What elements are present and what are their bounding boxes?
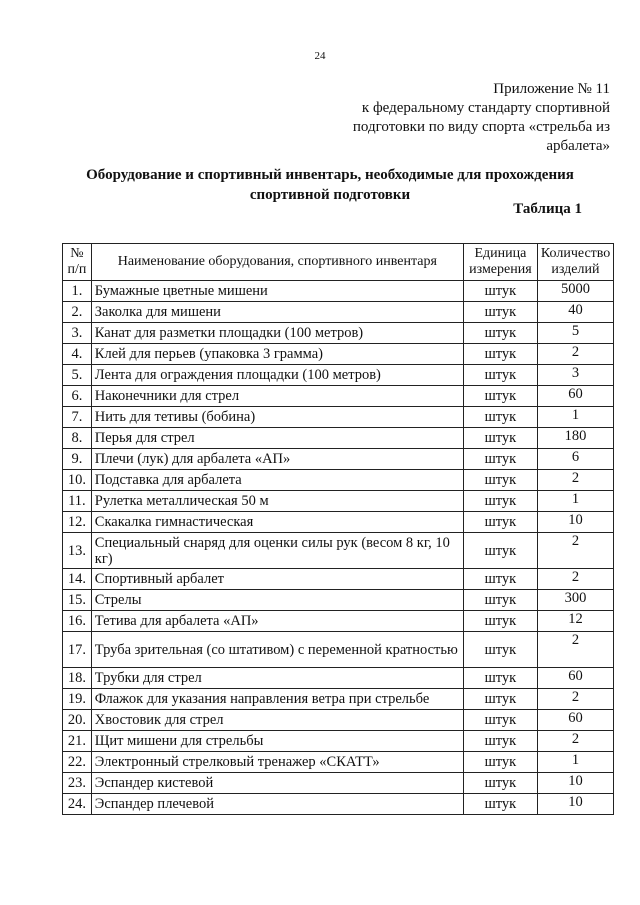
table-row	[63, 668, 614, 689]
appendix-reference	[280, 80, 610, 156]
row-unit: штук	[463, 449, 537, 470]
row-unit: штук	[463, 689, 537, 710]
row-quantity: 6	[537, 449, 613, 470]
row-number: 18.	[63, 668, 92, 689]
header-quantity-line2: изделий	[551, 262, 600, 277]
row-number: 3.	[63, 323, 92, 344]
row-unit: штук	[463, 491, 537, 512]
row-quantity: 10	[537, 773, 613, 794]
row-unit: штук	[463, 344, 537, 365]
row-quantity: 5	[537, 323, 613, 344]
row-number: 2.	[63, 302, 92, 323]
header-quantity	[537, 244, 613, 281]
table-row	[63, 470, 614, 491]
row-unit: штук	[463, 512, 537, 533]
row-name: Электронный стрелковый тренажер «СКАТТ»	[91, 752, 463, 773]
row-name: Специальный снаряд для оценки силы рук (весом 8 кг, 10 кг)	[91, 533, 463, 569]
row-unit: штук	[463, 365, 537, 386]
table-row	[63, 752, 614, 773]
equipment-table	[62, 243, 614, 815]
row-unit: штук	[463, 590, 537, 611]
row-quantity: 5000	[537, 281, 613, 302]
row-name: Наконечники для стрел	[91, 386, 463, 407]
row-number: 11.	[63, 491, 92, 512]
table-row	[63, 323, 614, 344]
row-number: 12.	[63, 512, 92, 533]
table-row	[63, 512, 614, 533]
row-quantity: 2	[537, 689, 613, 710]
row-name: Эспандер кистевой	[91, 773, 463, 794]
header-name	[91, 244, 463, 281]
table-row	[63, 428, 614, 449]
row-quantity: 2	[537, 731, 613, 752]
row-unit: штук	[463, 281, 537, 302]
header-quantity-line1: Количество	[540, 246, 611, 261]
row-name: Трубки для стрел	[91, 668, 463, 689]
header-unit-line1: Единица	[474, 246, 527, 261]
table-body	[63, 281, 614, 815]
row-unit: штук	[463, 428, 537, 449]
row-quantity: 1	[537, 491, 613, 512]
row-quantity: 2	[537, 632, 613, 668]
row-name: Заколка для мишени	[91, 302, 463, 323]
row-name: Рулетка металлическая 50 м	[91, 491, 463, 512]
table-row	[63, 731, 614, 752]
row-unit: штук	[463, 773, 537, 794]
row-unit: штук	[463, 470, 537, 491]
row-number: 15.	[63, 590, 92, 611]
table-row	[63, 632, 614, 668]
row-number: 17.	[63, 632, 92, 668]
row-unit: штук	[463, 794, 537, 815]
table-row	[63, 491, 614, 512]
row-name: Плечи (лук) для арбалета «АП»	[91, 449, 463, 470]
row-unit: штук	[463, 668, 537, 689]
row-number: 20.	[63, 710, 92, 731]
row-name: Канат для разметки площадки (100 метров)	[91, 323, 463, 344]
row-number: 8.	[63, 428, 92, 449]
row-name: Хвостовик для стрел	[91, 710, 463, 731]
row-name: Щит мишени для стрельбы	[91, 731, 463, 752]
table-row	[63, 569, 614, 590]
row-quantity: 60	[537, 668, 613, 689]
row-unit: штук	[463, 569, 537, 590]
header-unit	[463, 244, 537, 281]
row-name: Стрелы	[91, 590, 463, 611]
table-row	[63, 344, 614, 365]
row-quantity: 12	[537, 611, 613, 632]
row-name: Спортивный арбалет	[91, 569, 463, 590]
row-quantity: 40	[537, 302, 613, 323]
row-unit: штук	[463, 323, 537, 344]
row-number: 7.	[63, 407, 92, 428]
row-number: 1.	[63, 281, 92, 302]
table-row	[63, 773, 614, 794]
table-row	[63, 689, 614, 710]
row-number: 24.	[63, 794, 92, 815]
table-row	[63, 590, 614, 611]
table-header-row	[63, 244, 614, 281]
row-name: Тетива для арбалета «АП»	[91, 611, 463, 632]
row-number: 10.	[63, 470, 92, 491]
row-quantity: 180	[537, 428, 613, 449]
header-unit-line2: измерения	[469, 262, 532, 277]
row-number: 9.	[63, 449, 92, 470]
row-name: Клей для перьев (упаковка 3 грамма)	[91, 344, 463, 365]
table-row	[63, 533, 614, 569]
row-name: Флажок для указания направления ветра при стрельбе	[91, 689, 463, 710]
table-row	[63, 386, 614, 407]
header-number	[63, 244, 92, 281]
row-unit: штук	[463, 302, 537, 323]
row-name: Труба зрительная (со штативом) с переменной кратностью	[91, 632, 463, 668]
row-quantity: 2	[537, 470, 613, 491]
header-number-line1: №	[70, 246, 84, 261]
row-number: 19.	[63, 689, 92, 710]
page-number: 24	[314, 50, 326, 62]
appendix-line: подготовки по виду спорта «стрельба из	[352, 119, 610, 135]
header-name-text: Наименование оборудования, спортивного инвентаря	[117, 254, 437, 269]
row-name: Скакалка гимнастическая	[91, 512, 463, 533]
row-quantity: 60	[537, 386, 613, 407]
appendix-line: Приложение № 11	[493, 81, 610, 97]
row-unit: штук	[463, 611, 537, 632]
table-row	[63, 365, 614, 386]
row-number: 5.	[63, 365, 92, 386]
row-quantity: 10	[537, 512, 613, 533]
row-quantity: 300	[537, 590, 613, 611]
row-unit: штук	[463, 533, 537, 569]
row-quantity: 10	[537, 794, 613, 815]
row-number: 14.	[63, 569, 92, 590]
row-quantity: 2	[537, 569, 613, 590]
table-row	[63, 710, 614, 731]
document-title-line: спортивной подготовки	[249, 187, 411, 203]
row-unit: штук	[463, 632, 537, 668]
row-name: Бумажные цветные мишени	[91, 281, 463, 302]
table-label: Таблица 1	[513, 201, 582, 217]
row-number: 4.	[63, 344, 92, 365]
table-row	[63, 611, 614, 632]
document-title-line: Оборудование и спортивный инвентарь, необходимые для прохождения	[86, 167, 574, 183]
row-number: 23.	[63, 773, 92, 794]
row-unit: штук	[463, 407, 537, 428]
row-number: 6.	[63, 386, 92, 407]
table-row	[63, 407, 614, 428]
table-row	[63, 794, 614, 815]
row-name: Перья для стрел	[91, 428, 463, 449]
table-row	[63, 449, 614, 470]
row-name: Нить для тетивы (бобина)	[91, 407, 463, 428]
row-unit: штук	[463, 752, 537, 773]
row-number: 13.	[63, 533, 92, 569]
row-quantity: 3	[537, 365, 613, 386]
table-row	[63, 281, 614, 302]
row-unit: штук	[463, 731, 537, 752]
row-name: Подставка для арбалета	[91, 470, 463, 491]
row-name: Эспандер плечевой	[91, 794, 463, 815]
appendix-line: арбалета»	[546, 138, 610, 154]
document-title	[40, 165, 620, 205]
row-number: 22.	[63, 752, 92, 773]
row-quantity: 1	[537, 752, 613, 773]
table-row	[63, 302, 614, 323]
appendix-line: к федеральному стандарту спортивной	[361, 100, 610, 116]
row-quantity: 2	[537, 344, 613, 365]
row-number: 16.	[63, 611, 92, 632]
row-number: 21.	[63, 731, 92, 752]
row-quantity: 2	[537, 533, 613, 569]
header-number-line2: п/п	[67, 262, 87, 277]
row-unit: штук	[463, 386, 537, 407]
row-unit: штук	[463, 710, 537, 731]
row-quantity: 60	[537, 710, 613, 731]
row-name: Лента для ограждения площадки (100 метров)	[91, 365, 463, 386]
row-quantity: 1	[537, 407, 613, 428]
